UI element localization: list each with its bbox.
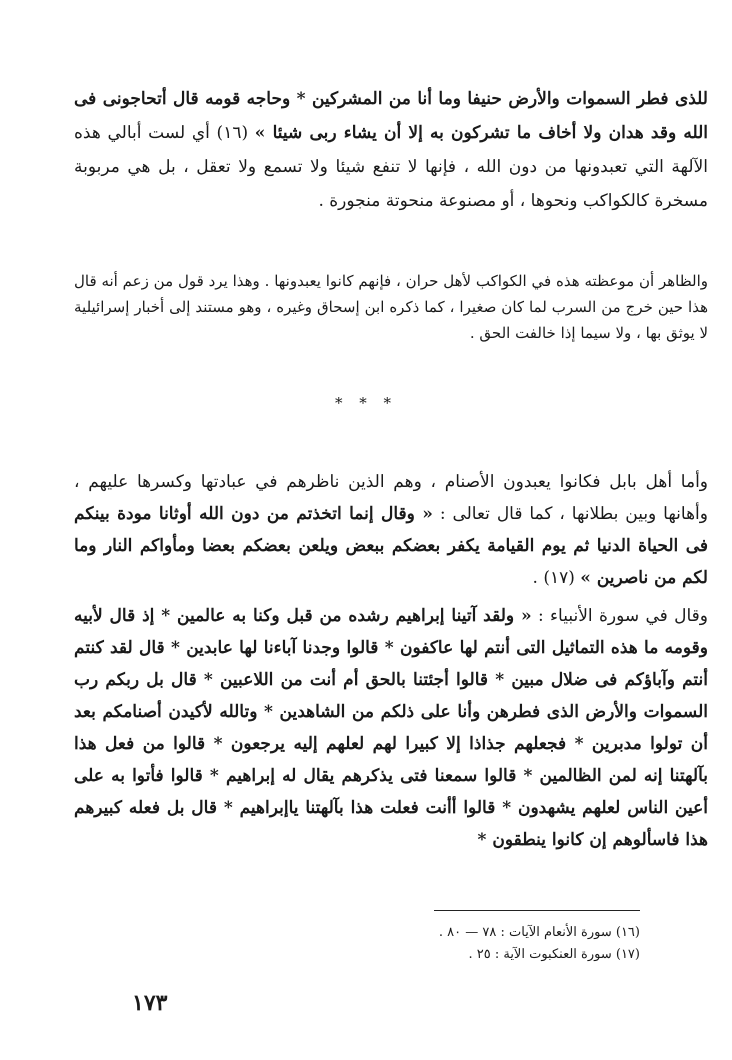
footnote-ref-17: (١٧) . [532, 568, 575, 588]
babylon-text: وأما أهل بابل فكانوا يعبدون الأصنام ، وهم الذين ناظرهم في عبادتها وكسرها عليهم ، وأهانها وبين بطلانها ، كما قال تعالى : [74, 472, 708, 524]
paragraph-babylon [74, 466, 708, 594]
footnote-17: (١٧) سورة العنكبوت الآية : ٢٥ . [468, 947, 640, 962]
footnote-16: (١٦) سورة الأنعام الآيات : ٧٨ — ٨٠ . [438, 925, 640, 940]
commentary-text: أي لست أبالي هذه الآلهة التي تعبدونها من دون الله ، فإنها لا تنفع شيئا ولا تسمع ولا تعقل ، بل هي مربوبة مسخرة كالكواكب ونحوها ، أو مصنوعة منحوتة منجورة . [74, 123, 708, 211]
footnote-ref-16: (١٦) [216, 123, 249, 143]
section-divider: * * * [334, 394, 398, 412]
footnote-divider [434, 910, 640, 911]
paragraph-ibrahim-argument [74, 82, 708, 218]
quran-verse-anbiya: « ولقد آتينا إبراهيم رشده من قبل وكنا به عالمين * إذ قال لأبيه وقومه ما هذه التماثيل التى أنتم لها عاكفون * قالوا وجدنا آباءنا لها عابدين * قال لقد كنتم أنتم وآباؤكم فى ضلال مبين * قالوا أجئتنا بالحق أم أنت من اللاعبين * قال بل ربكم رب السموات والأرض الذى فطرهن وأنا على ذلكم من الشاهدين * وتالله لأكيدن أصنامكم بعد أن تولوا مدبرين * فجعلهم جذاذا إلا كبيرا لهم لعلهم إليه يرجعون * قالوا من فعل هذا بآلهتنا إنه لمن الظالمين * قالوا سمعنا فتى يذكرهم يقال له إبراهيم * قالوا فأتوا به على أعين الناس لعلهم يشهدون * قالوا أأنت فعلت هذا بآلهتنا ياإبراهيم * قال بل فعله كبيرهم هذا فاسألوهم إن كانوا ينطقون * [74, 606, 708, 850]
quran-verse-anam: للذى فطر السموات والأرض حنيفا وما أنا من المشركين * وحاجه قومه قال أتحاجونى فى الله وقد هدان ولا أخاف ما تشركون به إلا أن يشاء ربى شيئا » [74, 89, 709, 143]
quran-verse-ankabut: « وقال إنما اتخذتم من دون الله أوثانا مودة بينكم فى الحياة الدنيا ثم يوم القيامة يكفر بعضكم ببعض ويلعن بعضكم بعضا ومأواكم النار وما لكم من ناصرين » [74, 504, 708, 588]
harran-text: والظاهر أن موعظته هذه في الكواكب لأهل حران ، فإنهم كانوا يعبدونها . وهذا يرد قول من زعم أنه قال هذا حين خرج من السرب لما كان صغيرا ، كما ذكره ابن إسحاق وغيره ، وهو مستند إلى أخبار إسرائيلية لا يوثق بها ، ولا سيما إذا خالفت الحق . [74, 272, 708, 342]
paragraph-anbiya [74, 600, 708, 856]
page-number: ١٧٣ [132, 990, 168, 1016]
footnotes [260, 922, 640, 966]
anbiya-intro: وقال في سورة الأنبياء : [537, 606, 709, 626]
paragraph-harran [74, 268, 708, 346]
